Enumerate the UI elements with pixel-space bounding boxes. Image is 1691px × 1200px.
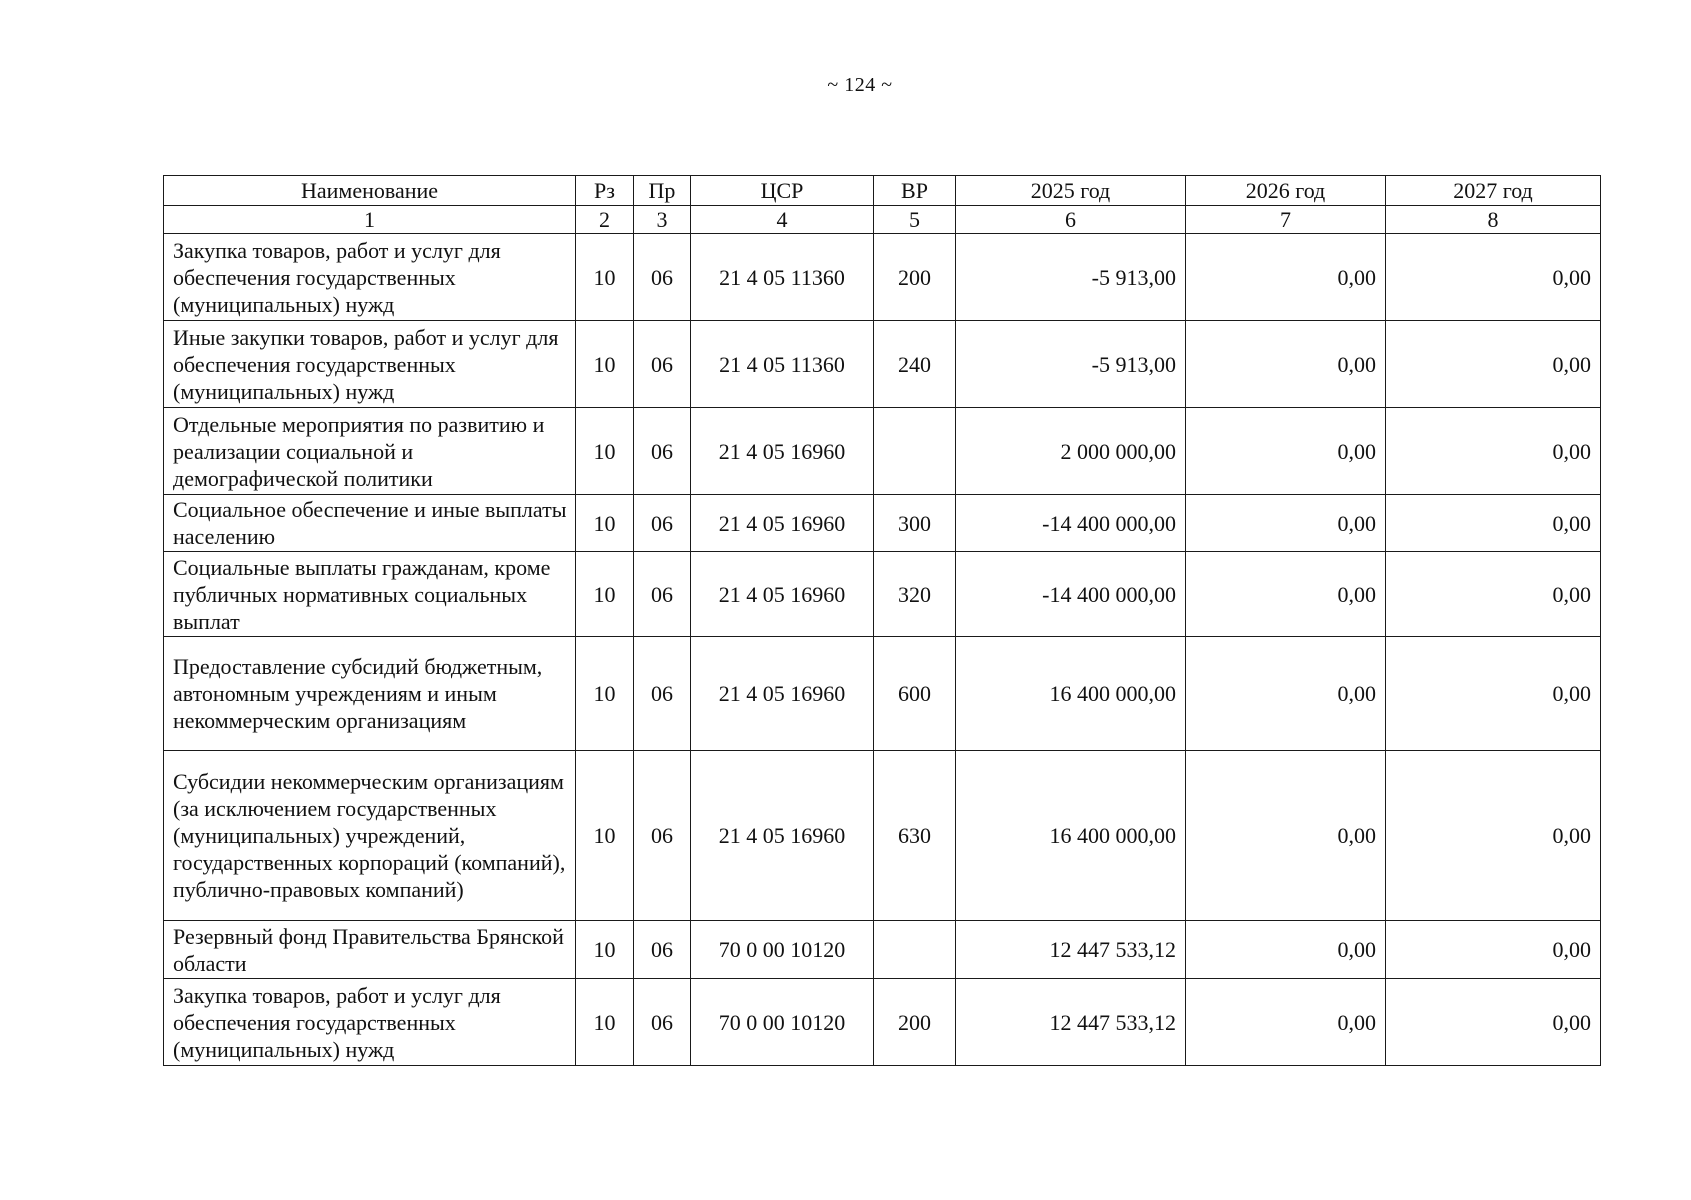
row-rz: 10 xyxy=(576,979,634,1066)
row-2026: 0,00 xyxy=(1186,321,1386,408)
row-rz: 10 xyxy=(576,408,634,495)
row-vr: 600 xyxy=(874,637,956,751)
header-pr: Пр xyxy=(634,176,691,206)
column-number: 5 xyxy=(874,206,956,234)
row-2026: 0,00 xyxy=(1186,408,1386,495)
row-pr: 06 xyxy=(634,921,691,979)
table-row xyxy=(164,552,1601,637)
row-name: Предоставление субсидий бюджетным, автономным учреждениям и иным некоммерческим организациям xyxy=(164,637,576,751)
table-row xyxy=(164,321,1601,408)
row-vr: 630 xyxy=(874,751,956,921)
row-vr: 200 xyxy=(874,979,956,1066)
column-number: 2 xyxy=(576,206,634,234)
row-name: Закупка товаров, работ и услуг для обеспечения государственных (муниципальных) нужд xyxy=(164,979,576,1066)
column-number: 8 xyxy=(1386,206,1601,234)
row-rz: 10 xyxy=(576,552,634,637)
table-row xyxy=(164,751,1601,921)
row-2025: 12 447 533,12 xyxy=(956,979,1186,1066)
row-2025: -5 913,00 xyxy=(956,234,1186,321)
row-vr xyxy=(874,408,956,495)
column-number: 3 xyxy=(634,206,691,234)
row-csr: 21 4 05 11360 xyxy=(691,234,874,321)
budget-table xyxy=(163,175,1601,1066)
row-2025: -5 913,00 xyxy=(956,321,1186,408)
column-number: 7 xyxy=(1186,206,1386,234)
row-csr: 21 4 05 16960 xyxy=(691,552,874,637)
row-vr: 200 xyxy=(874,234,956,321)
row-rz: 10 xyxy=(576,921,634,979)
row-2025: 2 000 000,00 xyxy=(956,408,1186,495)
row-2027: 0,00 xyxy=(1386,751,1601,921)
row-2027: 0,00 xyxy=(1386,979,1601,1066)
row-name: Социальное обеспечение и иные выплаты населению xyxy=(164,495,576,552)
row-rz: 10 xyxy=(576,751,634,921)
row-2027: 0,00 xyxy=(1386,921,1601,979)
column-number: 6 xyxy=(956,206,1186,234)
row-pr: 06 xyxy=(634,321,691,408)
row-name: Закупка товаров, работ и услуг для обеспечения государственных (муниципальных) нужд xyxy=(164,234,576,321)
row-csr: 70 0 00 10120 xyxy=(691,979,874,1066)
row-vr: 240 xyxy=(874,321,956,408)
row-2026: 0,00 xyxy=(1186,921,1386,979)
row-csr: 21 4 05 16960 xyxy=(691,637,874,751)
row-csr: 21 4 05 16960 xyxy=(691,751,874,921)
table-row xyxy=(164,979,1601,1066)
table-row xyxy=(164,495,1601,552)
row-2027: 0,00 xyxy=(1386,234,1601,321)
column-number: 1 xyxy=(164,206,576,234)
row-pr: 06 xyxy=(634,637,691,751)
row-pr: 06 xyxy=(634,408,691,495)
row-pr: 06 xyxy=(634,552,691,637)
row-2025: -14 400 000,00 xyxy=(956,552,1186,637)
row-2025: 12 447 533,12 xyxy=(956,921,1186,979)
row-2027: 0,00 xyxy=(1386,408,1601,495)
row-rz: 10 xyxy=(576,234,634,321)
row-csr: 21 4 05 16960 xyxy=(691,495,874,552)
header-csr: ЦСР xyxy=(691,176,874,206)
table-row xyxy=(164,234,1601,321)
column-number: 4 xyxy=(691,206,874,234)
row-rz: 10 xyxy=(576,321,634,408)
row-2027: 0,00 xyxy=(1386,637,1601,751)
row-name: Иные закупки товаров, работ и услуг для обеспечения государственных (муниципальных) нужд xyxy=(164,321,576,408)
row-rz: 10 xyxy=(576,637,634,751)
row-name: Субсидии некоммерческим организациям (за исключением государственных (муниципальных) учреждений, государственных корпораций (компаний), публично-правовых компаний) xyxy=(164,751,576,921)
header-2025: 2025 год xyxy=(956,176,1186,206)
row-2027: 0,00 xyxy=(1386,552,1601,637)
row-vr xyxy=(874,921,956,979)
row-2026: 0,00 xyxy=(1186,637,1386,751)
header-vr: ВР xyxy=(874,176,956,206)
row-csr: 21 4 05 16960 xyxy=(691,408,874,495)
row-2026: 0,00 xyxy=(1186,495,1386,552)
row-2026: 0,00 xyxy=(1186,552,1386,637)
row-2026: 0,00 xyxy=(1186,979,1386,1066)
row-vr: 300 xyxy=(874,495,956,552)
row-2026: 0,00 xyxy=(1186,234,1386,321)
row-name: Отдельные мероприятия по развитию и реализации социальной и демографической политики xyxy=(164,408,576,495)
row-2027: 0,00 xyxy=(1386,321,1601,408)
page-number: ~ 124 ~ xyxy=(827,74,893,96)
table-row xyxy=(164,921,1601,979)
row-2025: 16 400 000,00 xyxy=(956,637,1186,751)
table-row xyxy=(164,637,1601,751)
row-rz: 10 xyxy=(576,495,634,552)
row-csr: 70 0 00 10120 xyxy=(691,921,874,979)
header-rz: Рз xyxy=(576,176,634,206)
row-csr: 21 4 05 11360 xyxy=(691,321,874,408)
row-2027: 0,00 xyxy=(1386,495,1601,552)
row-vr: 320 xyxy=(874,552,956,637)
row-pr: 06 xyxy=(634,979,691,1066)
column-number-row xyxy=(164,206,1601,234)
header-2026: 2026 год xyxy=(1186,176,1386,206)
row-2025: -14 400 000,00 xyxy=(956,495,1186,552)
row-2026: 0,00 xyxy=(1186,751,1386,921)
row-pr: 06 xyxy=(634,495,691,552)
row-pr: 06 xyxy=(634,751,691,921)
header-name: Наименование xyxy=(164,176,576,206)
row-2025: 16 400 000,00 xyxy=(956,751,1186,921)
row-name: Социальные выплаты гражданам, кроме публичных нормативных социальных выплат xyxy=(164,552,576,637)
row-pr: 06 xyxy=(634,234,691,321)
header-2027: 2027 год xyxy=(1386,176,1601,206)
header-row xyxy=(164,176,1601,206)
row-name: Резервный фонд Правительства Брянской области xyxy=(164,921,576,979)
table-row xyxy=(164,408,1601,495)
